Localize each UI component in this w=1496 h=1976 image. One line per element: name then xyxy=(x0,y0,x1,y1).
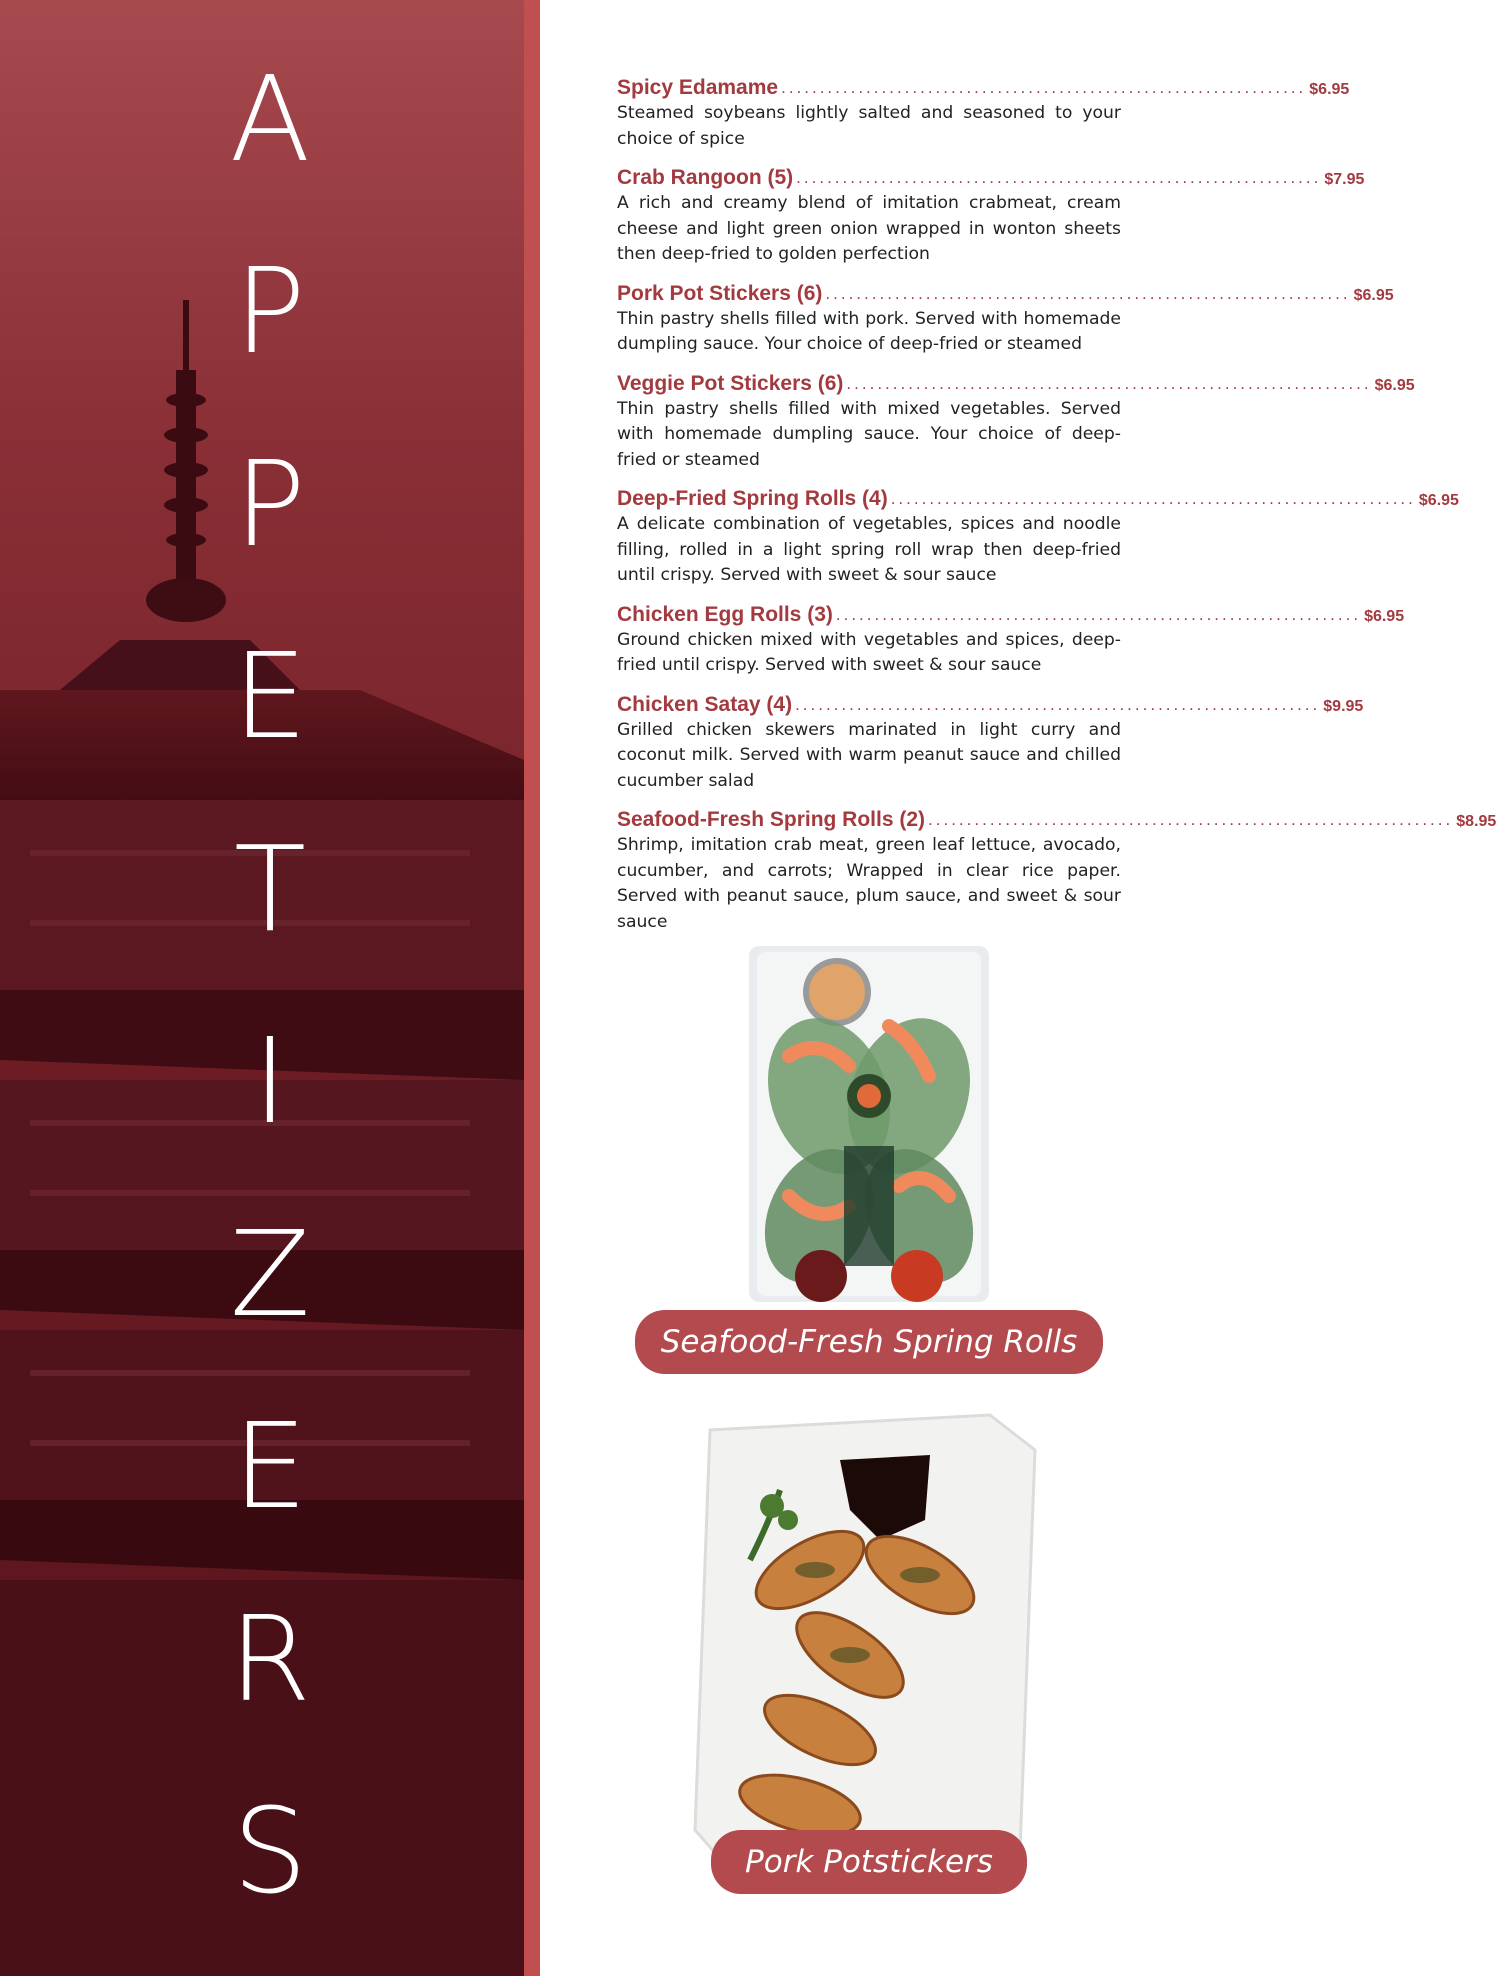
item-description: Shrimp, imitation crab meat, green leaf lettuce, avocado, cucumber, and carrots; Wrapped in clear rice paper. Served with peanut sauce, plum sauce, and sweet & sour sauce xyxy=(617,835,1121,932)
item-name: Deep-Fried Spring Rolls (4) xyxy=(617,487,888,510)
item-description: Ground chicken mixed with vegetables and spices, deep-fried until crispy. Served with sweet & sour sauce xyxy=(617,629,1121,675)
item-name: Veggie Pot Stickers (6) xyxy=(617,371,844,395)
left-decorative-panel xyxy=(0,0,524,1976)
title-letter: R xyxy=(229,1589,311,1728)
title-letter: A xyxy=(229,50,311,188)
leader-dots: .................................................................... xyxy=(796,168,1322,187)
menu-item xyxy=(617,487,1459,589)
item-description: Thin pastry shells filled with mixed vegetables. Served with homemade dumpling sauce. Your choice of deep-fried or steamed xyxy=(617,398,1121,470)
item-description: A delicate combination of vegetables, spices and noodle filling, rolled in a light spring roll wrap then deep-fried until crispy. Served with sweet & sour sauce xyxy=(617,514,1121,585)
item-name: Chicken Satay (4) xyxy=(617,692,793,716)
item-price: $6.95 xyxy=(1418,492,1459,509)
item-name: Chicken Egg Rolls (3) xyxy=(617,602,833,626)
menu-item xyxy=(617,692,1364,795)
item-price: $6.95 xyxy=(1309,81,1350,98)
spring-rolls-photo xyxy=(749,946,989,1302)
title-letter: Z xyxy=(229,1204,311,1343)
menu-item xyxy=(617,281,1394,358)
item-name: Spicy Edamame xyxy=(617,76,779,99)
leader-dots: .................................................................... xyxy=(825,283,1351,303)
appetizer-menu xyxy=(617,76,1496,949)
leader-dots: .................................................................... xyxy=(781,78,1307,97)
menu-item xyxy=(617,808,1496,935)
item-description: Thin pastry shells filled with pork. Served with homemade dumpling sauce. Your choice of deep-fried or steamed xyxy=(617,308,1121,354)
item-name: Crab Rangoon (5) xyxy=(617,166,794,189)
leader-dots: .................................................................... xyxy=(890,489,1416,508)
title-letter: P xyxy=(234,242,306,381)
menu-item xyxy=(617,602,1405,679)
menu-item xyxy=(617,166,1365,268)
item-price: $6.95 xyxy=(1374,376,1415,394)
potstickers-photo xyxy=(690,1410,1050,1880)
vertical-title xyxy=(200,50,340,1920)
item-description: A rich and creamy blend of imitation crabmeat, cream cheese and light green onion wrapped in wonton sheets then deep-fried to golden perfection xyxy=(617,193,1121,264)
item-description: Grilled chicken skewers marinated in light curry and coconut milk. Served with warm peanut sauce and chilled cucumber salad xyxy=(617,719,1121,791)
title-letter: I xyxy=(252,1012,288,1151)
title-letter: E xyxy=(232,1397,308,1536)
item-name: Seafood-Fresh Spring Rolls (2) xyxy=(617,808,926,831)
potstickers-caption: Pork Potstickers xyxy=(711,1830,1027,1894)
item-price: $8.95 xyxy=(1456,813,1496,830)
item-price: $9.95 xyxy=(1323,697,1364,715)
title-letter: P xyxy=(234,434,306,573)
leader-dots: .................................................................... xyxy=(795,694,1321,714)
title-letter: S xyxy=(232,1781,308,1920)
item-price: $6.95 xyxy=(1353,286,1394,304)
divider-strip xyxy=(524,0,540,1976)
item-price: $7.95 xyxy=(1324,171,1365,188)
menu-item xyxy=(617,371,1415,474)
item-description: Steamed soybeans lightly salted and seasoned to your choice of spice xyxy=(617,103,1121,149)
menu-item xyxy=(617,76,1350,152)
title-letter: T xyxy=(233,819,307,958)
item-price: $6.95 xyxy=(1364,607,1405,625)
spring-rolls-caption: Seafood-Fresh Spring Rolls xyxy=(635,1310,1103,1374)
title-letter: E xyxy=(232,627,308,766)
leader-dots: .................................................................... xyxy=(835,604,1362,624)
leader-dots: .................................................................... xyxy=(928,810,1454,829)
leader-dots: .................................................................... xyxy=(846,373,1372,393)
item-name: Pork Pot Stickers (6) xyxy=(617,281,823,305)
